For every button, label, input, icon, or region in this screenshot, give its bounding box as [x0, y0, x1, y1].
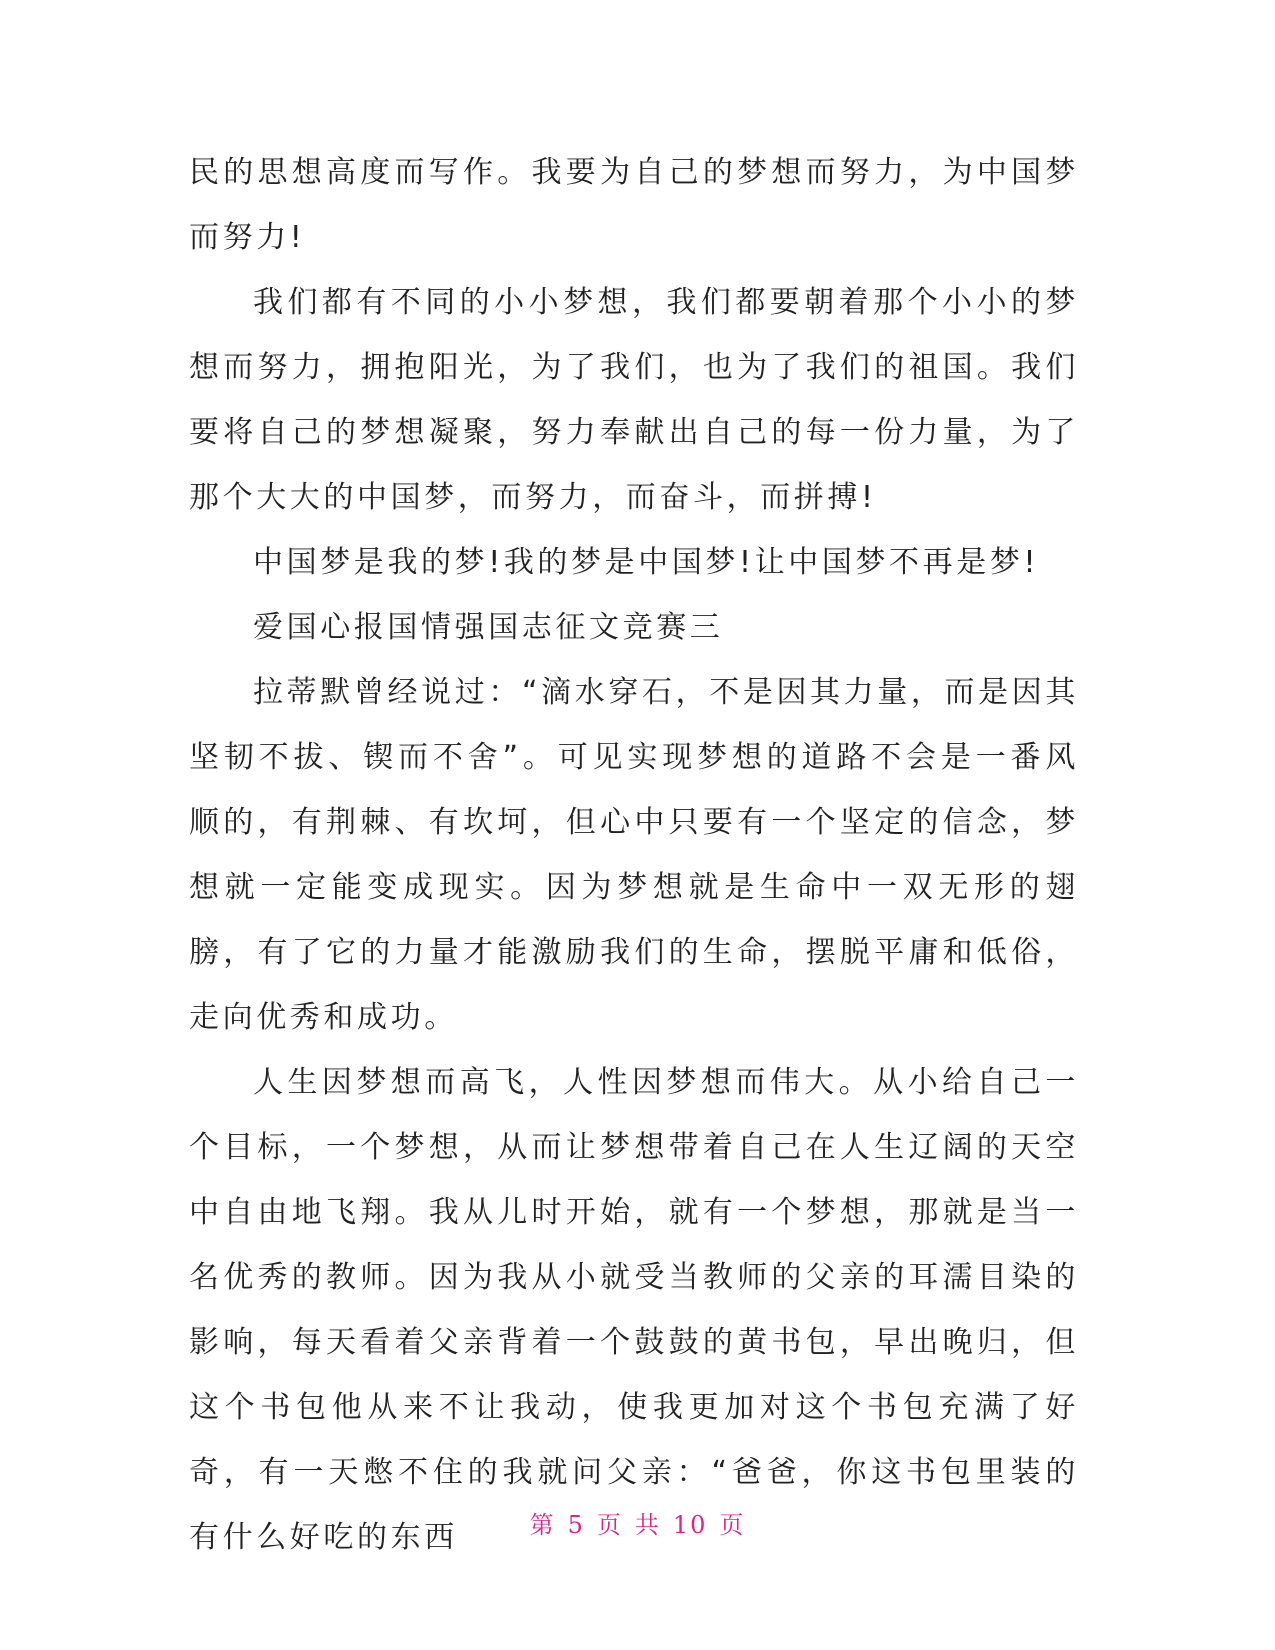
paragraph-china-dream: 中国梦是我的梦!我的梦是中国梦!让中国梦不再是梦!	[253, 545, 1040, 580]
paragraph-continuation: 民的思想高度而写作。我要为自己的梦想而努力，为中国梦而努力!	[189, 155, 1079, 255]
footer-total-word: 共	[634, 1511, 661, 1539]
footer-current-page: 5	[567, 1511, 585, 1539]
footer-suffix: 页	[719, 1511, 746, 1539]
footer-total-pages: 10	[672, 1511, 708, 1539]
section-heading: 爱国心报国情强国志征文竞赛三	[253, 610, 724, 645]
paragraph-small-dreams: 我们都有不同的小小梦想，我们都要朝着那个小小的梦想而努力，拥抱阳光，为了我们，也为了我们的祖国。我们要将自己的梦想凝聚，努力奉献出自己的每一份力量，为了那个大大的中国梦，而努力，而奋斗，而拼搏!	[189, 285, 1079, 515]
footer-page-word: 页	[596, 1511, 623, 1539]
paragraph-latimer-quote: 拉蒂默曾经说过：“滴水穿石，不是因其力量，而是因其坚韧不拔、锲而不舍”。可见实现梦想的道路不会是一番风顺的，有荆棘、有坎坷，但心中只要有一个坚定的信念，梦想就一定能变成现实。因为梦想就是生命中一双无形的翅膀，有了它的力量才能激励我们的生命，摆脱平庸和低俗，走向优秀和成功。	[189, 675, 1079, 1035]
paragraph-teacher-dream: 人生因梦想而高飞，人性因梦想而伟大。从小给自己一个目标，一个梦想，从而让梦想带着自己在人生辽阔的天空中自由地飞翔。我从儿时开始，就有一个梦想，那就是当一名优秀的教师。因为我从小就受当教师的父亲的耳濡目染的影响，每天看着父亲背着一个鼓鼓的黄书包，早出晚归，但这个书包他从来不让我动，使我更加对这个书包充满了好奇，有一天憋不住的我就问父亲：“爸爸，你这书包里装的有什么好吃的东西	[189, 1065, 1079, 1555]
footer-prefix: 第	[529, 1511, 556, 1539]
document-body	[189, 140, 1079, 1570]
page-footer	[0, 1505, 1275, 1540]
